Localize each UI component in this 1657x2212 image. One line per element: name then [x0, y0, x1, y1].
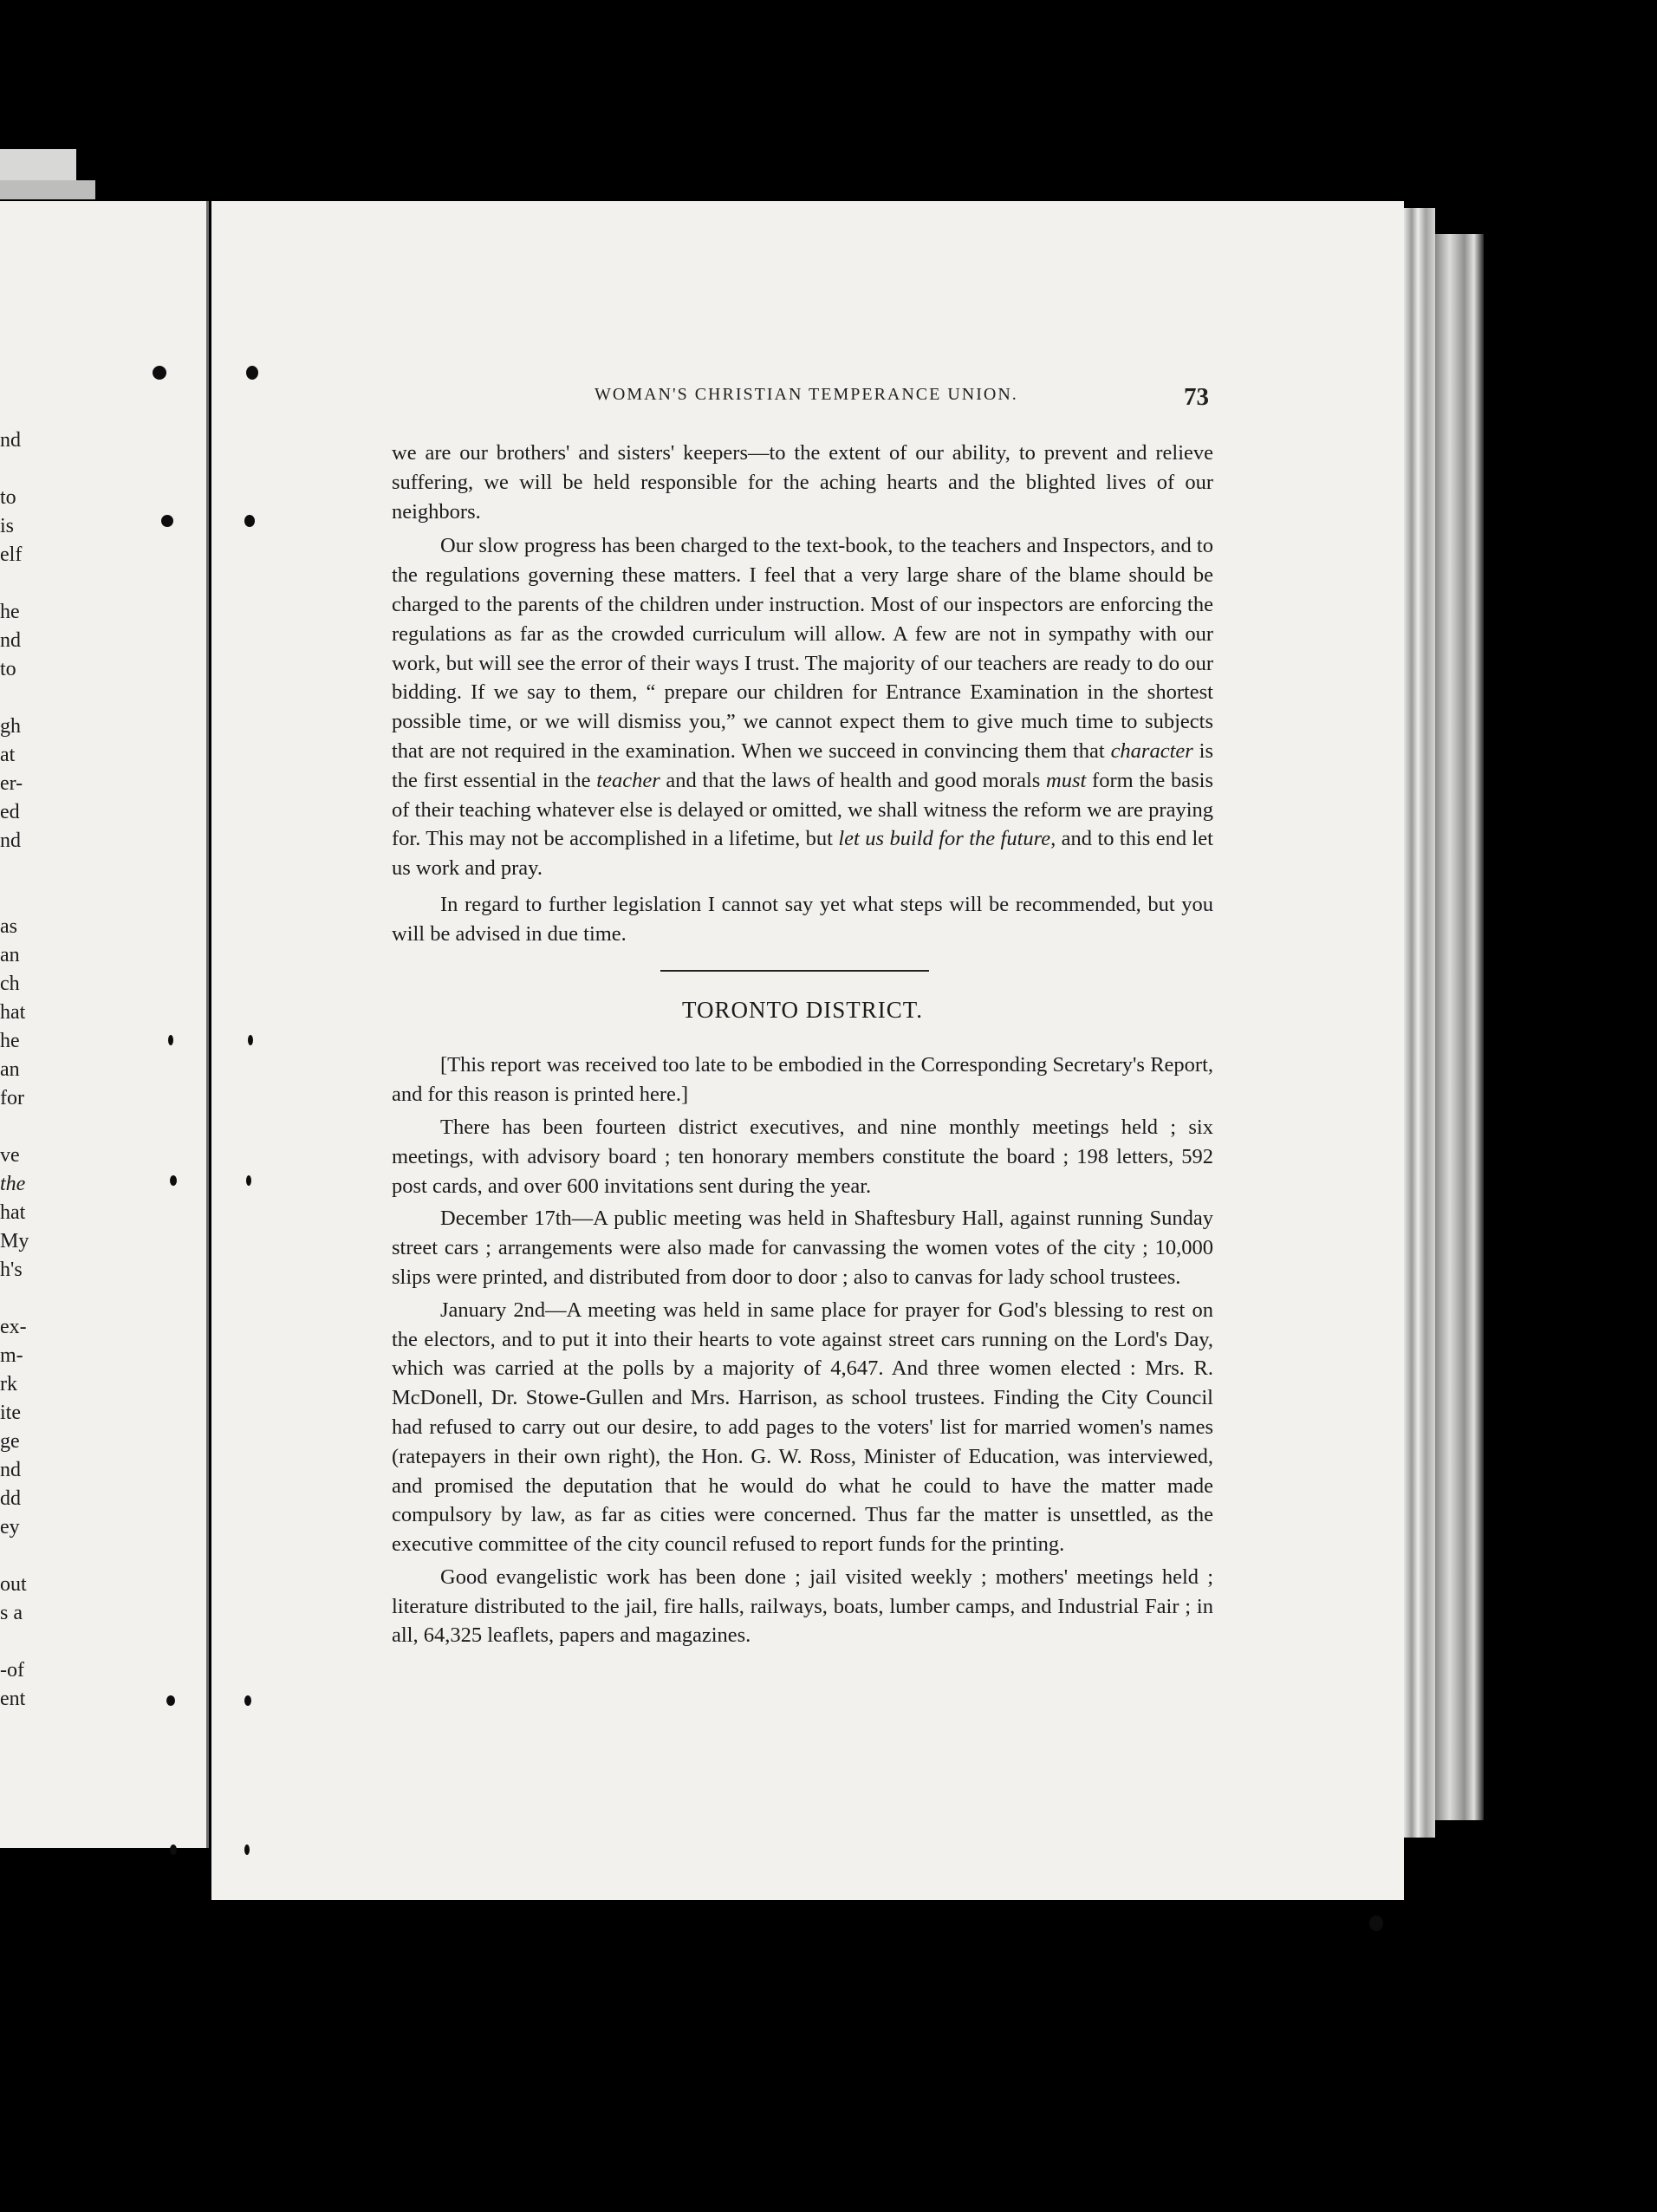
running-head: WOMAN'S CHRISTIAN TEMPERANCE UNION.	[595, 385, 1018, 404]
facing-page-fragment	[0, 1285, 38, 1313]
paragraph-2-seg5: and to this end let us work and pray.	[392, 827, 1213, 881]
section-paragraph-3: December 17th—A public meeting was held in Shaftesbury Hall, against running Sunday street cars ; arrangements were also made for canvassing the women votes of the city ; 10,000 slips were printed, and distributed from door to door ; also to canvas for lady school trustees.	[392, 1207, 1213, 1289]
facing-page-fragment: he	[0, 601, 20, 623]
facing-page-fragment: hat	[0, 1201, 26, 1224]
facing-page-fragment: h's	[0, 1259, 23, 1281]
facing-page-fragment	[0, 884, 38, 913]
paragraph-2-text: Our slow progress has been charged to the text-book, to the teachers and Inspectors, and to the regulations governing these matters. I feel that a very large share of the blame should be charged to the parents of the children under instruction. Most of our inspectors are enforcing the regulations as far as the crowded curriculum will allow. A few are not in sympathy with our work, but will see the error of their ways I trust. The majority of our teachers are ready to do our bidding. If we say to them, “ prepare our children for Entrance Examination in the shortest possible time, or we will dismiss you,” we cannot expect them to give much time to subjects that are not required in the examination. When we succeed in convincing them that	[392, 534, 1213, 763]
facing-page-fragment: -of	[0, 1659, 24, 1682]
facing-page-fragment: ey	[0, 1516, 20, 1539]
paragraph-2	[392, 531, 1213, 883]
facing-page-fragment	[0, 1542, 38, 1571]
page-body	[392, 439, 1213, 1650]
facing-page-fragment: an	[0, 1058, 20, 1081]
facing-page-fragment: m-	[0, 1344, 23, 1367]
facing-page-fragment: nd	[0, 429, 21, 452]
binding-hole	[168, 1035, 173, 1045]
paragraph-2-seg2: is the first essential in the	[392, 738, 1214, 792]
facing-page-fragment: ex-	[0, 1316, 27, 1338]
binding-hole	[246, 1175, 251, 1186]
facing-page-fragment: at	[0, 744, 16, 766]
facing-page-fragment: to	[0, 486, 16, 509]
facing-page-fragment: nd	[0, 830, 21, 852]
facing-page-fragment: an	[0, 944, 20, 966]
facing-page-fragment: My	[0, 1230, 29, 1252]
section-paragraph-4: January 2nd—A meeting was held in same place for prayer for God's blessing to rest on the electors, and to put it into their hearts to vote against street cars running on the Lord's Day, which was carried at the polls by a majority of 4,647. And three women elected : Mrs. R. McDonell, Dr. Stowe-Gullen and Mrs. Harrison, as school trustees. Finding the City Council had refused to carry out our desire, to add pages to the voters' list for married women's names (ratepayers in their own right), the Hon. G. W. Ross, Minister of Education, was interviewed, and promised the deputation that he would do what he could to have the matter made compulsory by law, as far as cities were concerned. Thus far the matter is unsettled, as the executive committee of the city council refused to report funds for the printing.	[392, 1298, 1213, 1557]
facing-page-fragment: as	[0, 915, 17, 938]
book-cover-edge	[1435, 234, 1484, 1820]
facing-page-fragment	[0, 1628, 38, 1656]
binding-hole	[161, 515, 173, 527]
binding-hole	[244, 1695, 251, 1706]
facing-page-fragment: ve	[0, 1144, 20, 1167]
facing-page-fragment: nd	[0, 1459, 21, 1481]
facing-page-fragment: out	[0, 1573, 27, 1596]
facing-page-fragment: ge	[0, 1430, 20, 1453]
italic-teacher: teacher	[596, 768, 660, 792]
facing-page-fragment: he	[0, 1030, 20, 1052]
facing-page-fragment: nd	[0, 629, 21, 652]
facing-page-fragment: gh	[0, 715, 21, 738]
binding-hole	[153, 366, 166, 380]
binding-hole	[166, 1695, 175, 1706]
section-paragraph-5: Good evangelistic work has been done ; jail visited weekly ; mothers' meetings held ; literature distributed to the jail, fire halls, railways, boats, lumber camps, and Industrial Fair ; in all, 64,325 leaflets, papers and magazines.	[392, 1565, 1213, 1648]
facing-page-fragment: hat	[0, 1001, 26, 1024]
section-heading: TORONTO DISTRICT.	[681, 996, 923, 1023]
facing-page-fragment	[0, 569, 38, 598]
facing-page-fragment	[0, 856, 38, 884]
facing-page-fragment: ed	[0, 801, 20, 823]
facing-page-fragment: elf	[0, 543, 23, 566]
binding-hole	[244, 515, 255, 527]
binding-hole	[248, 1035, 253, 1045]
italic-must: must	[1046, 768, 1087, 792]
facing-page-fragment	[0, 1113, 38, 1142]
paragraph-1: we are our brothers' and sisters' keepers—to the extent of our ability, to prevent and relieve suffering, we will be held responsible for the aching hearts and the blighted lives of our neighbors.	[392, 441, 1213, 524]
page-number: 73	[1184, 383, 1209, 411]
page-edges	[1404, 208, 1435, 1838]
binding-hole	[244, 1844, 250, 1855]
section-divider	[660, 970, 929, 972]
facing-page-fragment	[0, 455, 38, 484]
facing-page-fragment: dd	[0, 1487, 21, 1510]
facing-page-fragment: rk	[0, 1373, 17, 1396]
facing-page-fragment: to	[0, 658, 16, 680]
section-paragraph-2: There has been fourteen district executives, and nine monthly meetings held ; six meetings, with advisory board ; ten honorary members constitute the board ; 198 letters, 592 post cards, and over 600 invitations sent during the year.	[392, 1115, 1213, 1198]
ink-spot	[1369, 1916, 1383, 1931]
facing-page-text-fragments	[0, 426, 38, 1714]
paragraph-3: In regard to further legislation I cannot say yet what steps will be recommended, but you will be advised in due time.	[392, 892, 1213, 946]
facing-page-fragment: for	[0, 1087, 24, 1109]
paragraph-2-seg4: form the basis of their teaching whatever else is delayed or omitted, we shall witness the reform we are praying for. This may not be accomplished in a lifetime, but	[392, 768, 1214, 851]
facing-page-fragment	[0, 684, 38, 712]
italic-character: character	[1110, 738, 1193, 763]
left-page-strip	[0, 180, 95, 199]
binding-hole	[246, 366, 258, 380]
facing-page-fragment: s a	[0, 1602, 23, 1624]
section-paragraph-1: [This report was received too late to be embodied in the Corresponding Secretary's Report, and for this reason is printed here.]	[392, 1053, 1213, 1107]
binding-hole	[170, 1844, 177, 1855]
paragraph-2-seg3: and that the laws of health and good morals	[660, 768, 1047, 792]
facing-page-fragment: ent	[0, 1688, 26, 1710]
facing-page-fragment: er-	[0, 772, 23, 795]
facing-page-fragment: the	[0, 1173, 26, 1195]
facing-page-fragment: is	[0, 515, 15, 537]
binding-hole	[170, 1175, 177, 1186]
facing-page-fragment: ite	[0, 1402, 21, 1424]
facing-page-fragment: ch	[0, 973, 20, 995]
italic-build: let us build for the future,	[838, 827, 1056, 851]
left-page-tab	[0, 149, 76, 182]
